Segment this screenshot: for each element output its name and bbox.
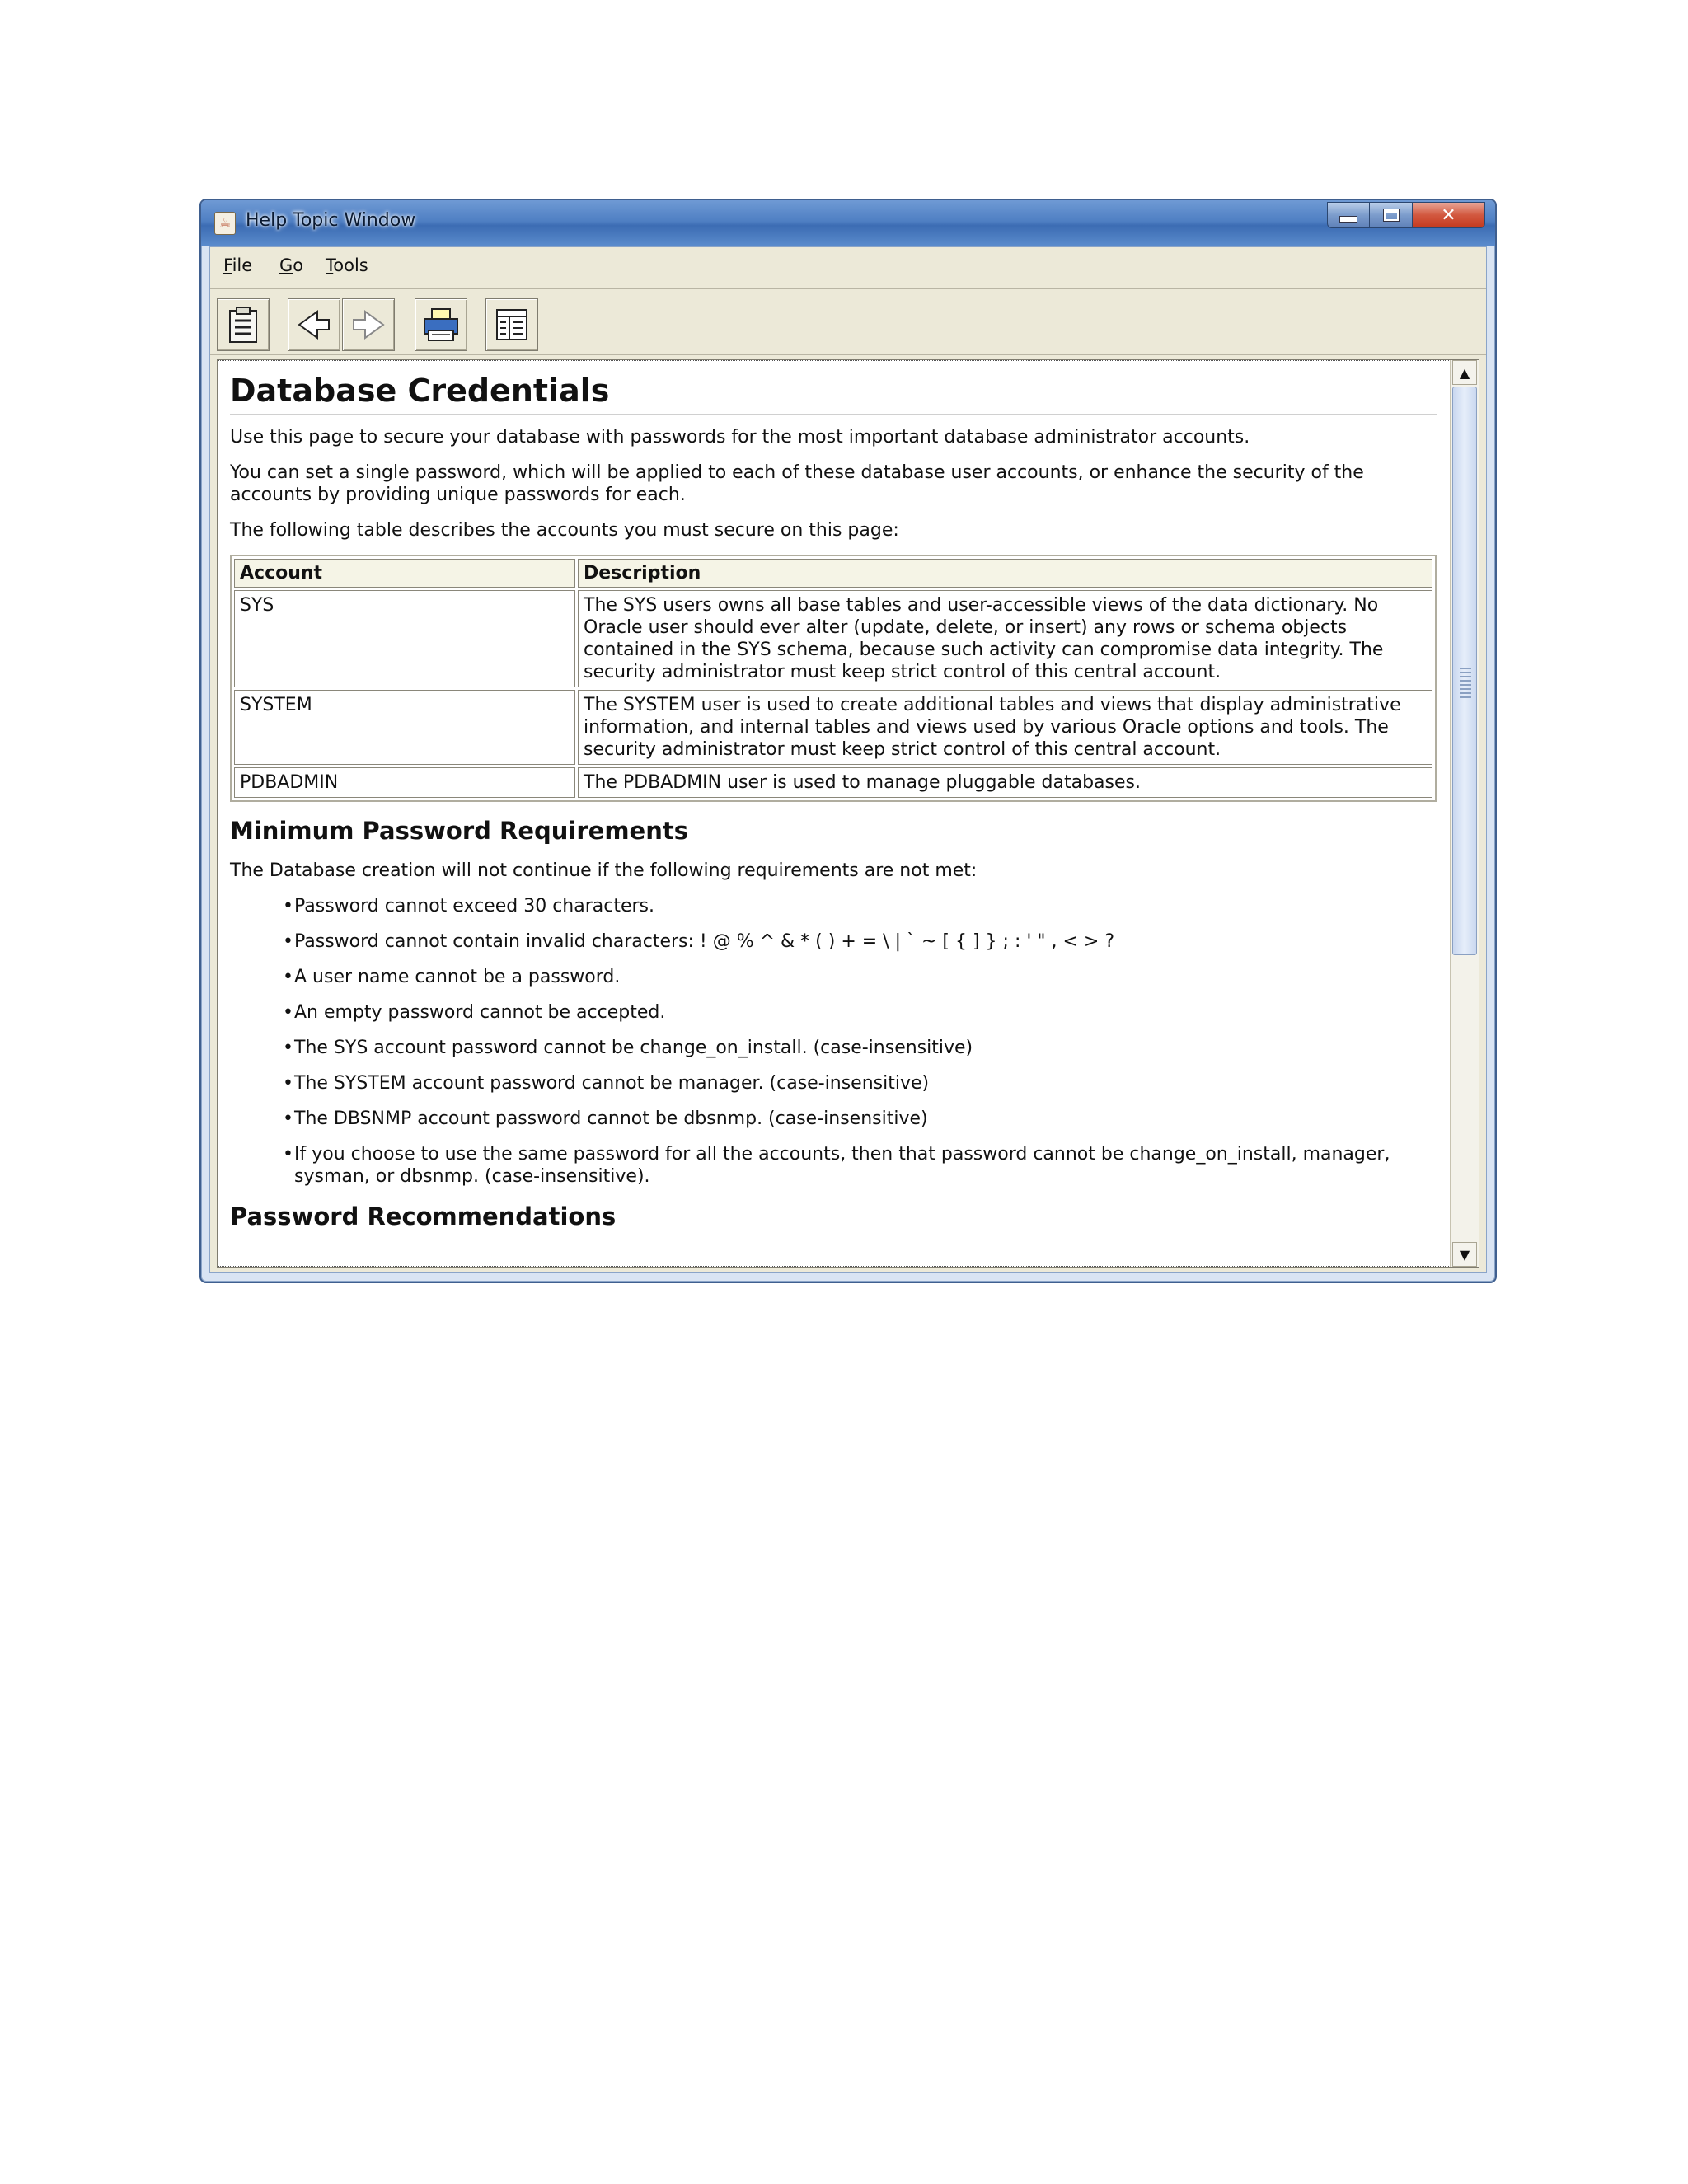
- scroll-thumb[interactable]: [1452, 387, 1477, 955]
- list-item: • Password cannot exceed 30 characters.: [283, 895, 1437, 917]
- title-bar[interactable]: [201, 200, 1495, 246]
- menu-tools[interactable]: [326, 255, 368, 275]
- scroll-up-button[interactable]: [1452, 360, 1477, 385]
- toolbar: [210, 290, 1486, 355]
- column-header-account: Account: [234, 559, 575, 588]
- description-cell: The PDBADMIN user is used to manage pluggable databases.: [578, 767, 1432, 798]
- menu-bar: [210, 247, 1486, 289]
- maximize-icon: [1384, 209, 1399, 221]
- navigator-icon: [495, 307, 529, 343]
- list-item: • A user name cannot be a password.: [283, 966, 1437, 988]
- table-header-row: [234, 559, 1432, 588]
- window-title: Help Topic Window: [246, 210, 416, 231]
- menu-file-label: ile: [232, 255, 253, 275]
- menu-tools-mnemonic: T: [326, 255, 334, 275]
- printer-icon: [422, 307, 460, 342]
- arrow-down-icon: ▼: [1459, 1246, 1470, 1263]
- account-cell: PDBADMIN: [234, 767, 575, 798]
- window-client: [209, 246, 1487, 1273]
- intro-paragraph: Use this page to secure your database with passwords for the most important database administrator accounts.: [230, 427, 1250, 448]
- vertical-scrollbar[interactable]: [1450, 360, 1479, 1267]
- scroll-grip-icon: [1460, 668, 1471, 701]
- navigator-button[interactable]: [485, 298, 538, 351]
- requirements-intro: The Database creation will not continue if the following requirements are not met:: [230, 860, 978, 881]
- back-arrow-icon: [296, 308, 332, 341]
- close-button[interactable]: [1413, 202, 1485, 228]
- page-title: Database Credentials: [230, 373, 1437, 415]
- contents-icon: [227, 306, 260, 344]
- menu-go[interactable]: [279, 255, 303, 275]
- list-item: • Password cannot contain invalid characters: ! @ % ^ & * ( ) + = \ | ` ~ [ { ] } ; : ' " , < > ?: [283, 930, 1437, 953]
- minimize-icon: [1339, 216, 1357, 223]
- menu-tools-label: ools: [333, 255, 368, 275]
- accounts-table: [230, 555, 1437, 802]
- menu-go-label: o: [293, 255, 304, 275]
- window-controls: [1327, 202, 1485, 228]
- list-item: • An empty password cannot be accepted.: [283, 1001, 1437, 1024]
- column-header-description: Description: [578, 559, 1432, 588]
- table-row: [234, 590, 1432, 687]
- maximize-button[interactable]: [1370, 202, 1413, 228]
- forward-button[interactable]: [342, 298, 395, 351]
- minimize-button[interactable]: [1327, 202, 1370, 228]
- menu-file-mnemonic: F: [223, 255, 232, 275]
- arrow-up-icon: ▲: [1459, 364, 1470, 381]
- list-item: • If you choose to use the same password for all the accounts, then that password cannot be change_on_install, manager, sysman, or dbsnmp. (case-insensitive).: [283, 1143, 1437, 1188]
- contents-button[interactable]: [217, 298, 270, 351]
- list-item: • The SYS account password cannot be change_on_install. (case-insensitive): [283, 1037, 1437, 1059]
- menu-file[interactable]: [223, 255, 252, 275]
- table-row: [234, 767, 1432, 798]
- section-heading-requirements: Minimum Password Requirements: [230, 817, 688, 845]
- help-content-pane: [217, 359, 1479, 1268]
- menu-go-mnemonic: G: [279, 255, 293, 275]
- description-cell: The SYSTEM user is used to create additional tables and views that display administrative information, and internal tables and views used by various Oracle options and tools. The security administrator must keep strict control of this central account.: [578, 690, 1432, 765]
- help-document: [218, 360, 1451, 1267]
- requirements-list: [283, 895, 1437, 1188]
- list-item: • The SYSTEM account password cannot be manager. (case-insensitive): [283, 1072, 1437, 1094]
- section-heading-recommendations: Password Recommendations: [230, 1202, 617, 1230]
- account-cell: SYSTEM: [234, 690, 575, 765]
- java-app-icon: ☕: [214, 212, 236, 235]
- print-button[interactable]: [415, 298, 467, 351]
- close-icon: ✕: [1441, 204, 1456, 226]
- password-paragraph: You can set a single password, which will be applied to each of these database user accounts, or enhance the security of the accounts by providing unique passwords for each.: [230, 462, 1364, 505]
- scroll-down-button[interactable]: [1452, 1242, 1477, 1267]
- list-item: • The DBSNMP account password cannot be dbsnmp. (case-insensitive): [283, 1108, 1437, 1130]
- table-intro-paragraph: The following table describes the accounts you must secure on this page:: [230, 520, 899, 541]
- help-topic-window: [199, 199, 1497, 1283]
- description-cell: The SYS users owns all base tables and user-accessible views of the data dictionary. No Oracle user should ever alter (update, delete, or insert) any rows or schema objects contained in the SYS schema, because such activity can compromise data integrity. The security administrator must keep strict control of this central account.: [578, 590, 1432, 687]
- table-row: [234, 690, 1432, 765]
- back-button[interactable]: [288, 298, 340, 351]
- forward-arrow-icon: [350, 308, 387, 341]
- account-cell: SYS: [234, 590, 575, 687]
